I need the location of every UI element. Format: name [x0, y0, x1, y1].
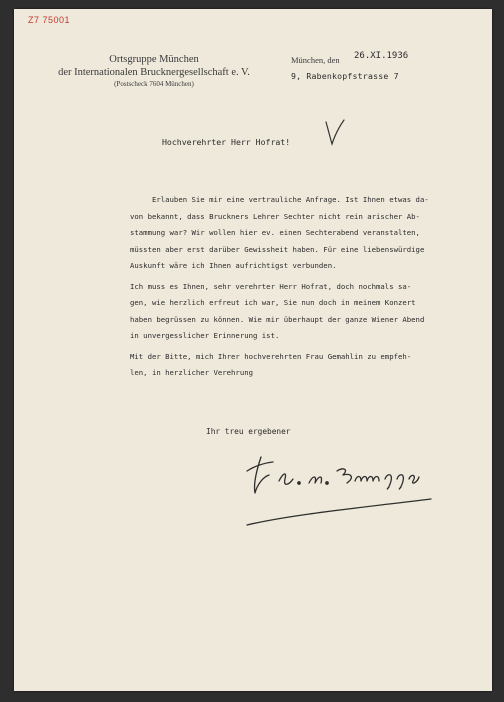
- handwritten-check-icon: [324, 119, 346, 147]
- paragraph-1: [130, 192, 490, 275]
- letterhead-line-1: Ortsgruppe München: [109, 54, 199, 65]
- body-line: Auskunft wäre ich Ihnen aufrichtigst verbunden.: [130, 261, 337, 270]
- body-line: Mit der Bitte, mich Ihrer hochverehrten Frau Gemahlin zu empfeh-: [130, 351, 412, 361]
- closing-phrase: Ihr treu ergebener: [206, 427, 291, 436]
- paragraph-3: [130, 349, 490, 382]
- body-line: len, in herzlicher Verehrung: [130, 368, 254, 377]
- letter-sheet: [14, 9, 492, 691]
- place-label: München, den: [291, 55, 340, 65]
- letterhead: [54, 53, 254, 90]
- salutation: Hochverehrter Herr Hofrat!: [162, 137, 291, 147]
- archive-mark: Z7 75001: [28, 15, 71, 25]
- handwritten-signature: [239, 449, 439, 534]
- body-line: müssten aber erst darüber Gewissheit haben. Für eine liebenswürdige: [130, 244, 425, 254]
- letterhead-line-3: (Postscheck 7604 München): [114, 80, 194, 88]
- body-line: haben begrüssen zu können. Wie mir überhaupt der ganze Wiener Abend: [130, 314, 425, 324]
- body-line: stammung war? Wir wollen hier ev. einen Sechterabend veranstalten,: [130, 228, 420, 237]
- letter-date: 26.XI.1936: [354, 51, 409, 61]
- body-line: Erlauben Sie mir eine vertrauliche Anfrage. Ist Ihnen etwas da-: [130, 195, 429, 204]
- letterhead-line-2: der Internationalen Brucknergesellschaft e. V.: [58, 67, 250, 78]
- letter-body: [130, 192, 490, 386]
- body-line: Ich muss es Ihnen, sehr verehrter Herr Hofrat, doch nochmals sa-: [130, 281, 412, 291]
- body-line: in unvergesslicher Erinnerung ist.: [130, 331, 280, 340]
- body-line: von bekannt, dass Bruckners Lehrer Sechter nicht rein arischer Ab-: [130, 211, 420, 221]
- body-line: gen, wie herzlich erfreut ich war, Sie nun doch in meinem Konzert: [130, 298, 416, 307]
- sender-address: 9, Rabenkopfstrasse 7: [291, 71, 399, 81]
- paragraph-2: [130, 279, 490, 345]
